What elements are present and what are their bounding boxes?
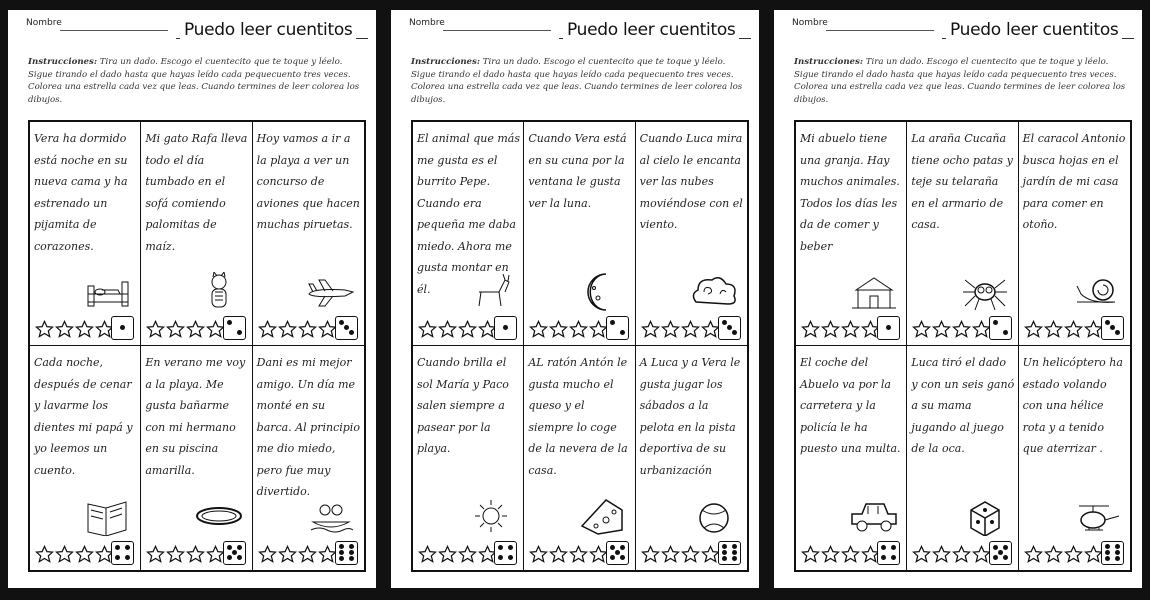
die-face-icon — [111, 316, 134, 340]
die-pip — [1003, 330, 1008, 335]
star-icon[interactable] — [661, 320, 680, 339]
star-icon[interactable] — [1024, 320, 1043, 339]
story-card — [636, 346, 747, 570]
star-icon[interactable] — [458, 545, 477, 564]
star-icon[interactable] — [661, 545, 680, 564]
die-pip — [615, 550, 620, 555]
star-icon[interactable] — [318, 320, 337, 339]
instructions — [411, 56, 747, 106]
instructions — [28, 56, 364, 106]
star-icon[interactable] — [912, 320, 931, 339]
star-rating — [35, 320, 114, 339]
story-card — [413, 122, 524, 346]
book-icon — [82, 496, 134, 536]
farm-icon — [848, 272, 900, 312]
star-icon[interactable] — [681, 545, 700, 564]
star-icon[interactable] — [418, 545, 437, 564]
star-rating — [258, 320, 337, 339]
star-icon[interactable] — [801, 545, 820, 564]
die-pip — [722, 550, 727, 555]
story-text: En verano me voy a la playa. Me gusta bañarme con mi hermano en su piscina amarilla. — [145, 356, 246, 477]
star-icon[interactable] — [841, 320, 860, 339]
star-icon[interactable] — [258, 320, 277, 339]
die-pip — [227, 555, 232, 560]
die-pip — [1115, 556, 1120, 561]
star-icon[interactable] — [932, 545, 951, 564]
star-icon[interactable] — [35, 545, 54, 564]
story-text: Dani es mi mejor amigo. Un día me monté en su barca. Al principio me dio miedo, pero fue muy divertido. — [256, 356, 360, 498]
star-rating — [35, 545, 114, 564]
star-icon[interactable] — [641, 545, 660, 564]
title-rule — [559, 20, 751, 40]
story-text: Cuando Luca mira al cielo le encanta ver las nubes moviéndose con el viento. — [639, 132, 743, 231]
die-pip — [349, 330, 354, 335]
die-pip — [998, 550, 1003, 555]
name-field[interactable] — [443, 30, 551, 31]
die-pip — [722, 320, 727, 325]
instructions-label: Instrucciones: — [28, 57, 98, 67]
star-icon[interactable] — [821, 320, 840, 339]
star-icon[interactable] — [418, 320, 437, 339]
die-pip — [1115, 550, 1120, 555]
story-grid — [794, 120, 1132, 572]
star-icon[interactable] — [1084, 320, 1103, 339]
die-pip — [993, 320, 998, 325]
cheese-icon — [576, 496, 628, 536]
cloud-icon — [688, 272, 740, 312]
story-text: Vera ha dormido está noche en su nueva cama y ha estrenado un pijamita de corazones. — [34, 132, 128, 253]
die-pip — [120, 325, 125, 330]
instructions-label: Instrucciones: — [794, 57, 864, 67]
donkey-icon — [465, 272, 517, 312]
die-pip — [1115, 544, 1120, 549]
die-face-icon — [989, 541, 1012, 565]
die-face-icon — [111, 541, 134, 565]
die-pip — [732, 330, 737, 335]
star-icon[interactable] — [146, 545, 165, 564]
airplane-icon — [305, 272, 357, 312]
story-card — [524, 122, 635, 346]
star-icon[interactable] — [529, 320, 548, 339]
ball-icon — [688, 496, 740, 536]
die-pip — [732, 544, 737, 549]
star-rating — [1024, 320, 1103, 339]
worksheet — [774, 10, 1142, 588]
die-pip — [339, 556, 344, 561]
snail-icon — [1071, 272, 1123, 312]
die-face-icon — [223, 541, 246, 565]
story-card — [30, 122, 141, 346]
title-rule — [942, 20, 1134, 40]
die-pip — [227, 320, 232, 325]
die-face-icon — [223, 316, 246, 340]
story-text: La araña Cucaña tiene ocho patas y teje su telaraña en el armario de casa. — [911, 132, 1013, 231]
die-face-icon — [335, 541, 358, 565]
die-pip — [115, 555, 120, 560]
die-pip — [727, 325, 732, 330]
story-text: Mi gato Rafa lleva todo el día tumbado en el sofá comiendo palomitas de maíz. — [145, 132, 248, 253]
story-grid — [411, 120, 749, 572]
die-face-icon — [494, 316, 517, 340]
story-card — [253, 346, 364, 570]
star-rating — [146, 320, 225, 339]
star-icon[interactable] — [318, 545, 337, 564]
instructions-text: Tira un dado. Escogo el cuentecito que te toque y léelo. Sigue tirando el dado hasta que hayas leído cada pequecuento tres veces. Colorea una estrella cada vez que leas. Cuando termines de leer colorea los dibujos. — [794, 57, 1126, 105]
star-rating — [418, 545, 497, 564]
title-rule — [176, 20, 368, 40]
die-pip — [620, 545, 625, 550]
name-field[interactable] — [826, 30, 934, 31]
die-pip — [620, 330, 625, 335]
story-text: AL ratón Antón le gusta mucho el queso y el siempre lo coge de la nevera de la casa. — [528, 356, 628, 477]
die-face-icon — [718, 316, 741, 340]
die-pip — [610, 545, 615, 550]
die-pip — [1003, 545, 1008, 550]
story-card — [796, 346, 907, 570]
star-icon[interactable] — [1064, 320, 1083, 339]
story-card — [636, 122, 747, 346]
die-pip — [732, 550, 737, 555]
star-rating — [146, 545, 225, 564]
star-icon[interactable] — [701, 545, 720, 564]
worksheet — [391, 10, 759, 588]
star-icon[interactable] — [932, 320, 951, 339]
star-icon[interactable] — [1064, 545, 1083, 564]
pool-icon — [193, 496, 245, 536]
instructions-label: Instrucciones: — [411, 57, 481, 67]
story-card — [1019, 122, 1130, 346]
cat-icon — [193, 272, 245, 312]
die-pip — [349, 544, 354, 549]
story-text: Luca tiró el dado y con un seis ganó a su mama jugando al juego de la oca. — [911, 356, 1015, 455]
car-icon — [848, 496, 900, 536]
die-pip — [620, 555, 625, 560]
star-icon[interactable] — [166, 320, 185, 339]
star-icon[interactable] — [1024, 545, 1043, 564]
die-face-icon — [989, 316, 1012, 340]
story-text: El caracol Antonio busca hojas en el jardín de mi casa para comer en otoño. — [1022, 132, 1126, 231]
die-pip — [125, 545, 130, 550]
star-rating — [801, 320, 880, 339]
star-icon[interactable] — [186, 545, 205, 564]
die-pip — [1105, 556, 1110, 561]
die-pip — [349, 550, 354, 555]
star-icon[interactable] — [701, 320, 720, 339]
sun-icon — [465, 496, 517, 536]
die-pip — [1105, 320, 1110, 325]
bed-icon — [82, 272, 134, 312]
star-icon[interactable] — [298, 320, 317, 339]
star-icon[interactable] — [438, 545, 457, 564]
die-face-icon — [718, 541, 741, 565]
star-icon[interactable] — [1044, 545, 1063, 564]
star-rating — [801, 545, 880, 564]
star-icon[interactable] — [681, 320, 700, 339]
die-pip — [1105, 544, 1110, 549]
die-pip — [732, 556, 737, 561]
story-text: El coche del Abuelo va por la carretera y la policía le ha puesto una multa. — [800, 356, 901, 455]
star-icon[interactable] — [75, 545, 94, 564]
die-pip — [508, 545, 513, 550]
star-icon[interactable] — [912, 545, 931, 564]
star-icon[interactable] — [641, 320, 660, 339]
moon-icon — [576, 272, 628, 312]
story-card — [907, 122, 1018, 346]
name-label: Nombre — [409, 18, 445, 28]
story-card — [141, 346, 252, 570]
star-rating — [529, 545, 608, 564]
star-icon[interactable] — [549, 320, 568, 339]
die-face-icon — [494, 541, 517, 565]
star-icon[interactable] — [55, 320, 74, 339]
die-pip — [115, 545, 120, 550]
die-pip — [881, 545, 886, 550]
story-card — [796, 122, 907, 346]
star-icon[interactable] — [841, 545, 860, 564]
story-text: A Luca y a Vera le gusta jugar los sábados a la pelota en la pista deportiva de su urbanización — [639, 356, 741, 477]
die-pip — [227, 545, 232, 550]
star-icon[interactable] — [801, 320, 820, 339]
die-pip — [1115, 330, 1120, 335]
die-pip — [722, 556, 727, 561]
die-pip — [232, 550, 237, 555]
name-label: Nombre — [792, 18, 828, 28]
star-icon[interactable] — [278, 320, 297, 339]
die-face-icon — [1101, 316, 1124, 340]
story-card — [30, 346, 141, 570]
story-text: Un helicóptero ha estado volando con una hélice rota y a tenido que aterrizar . — [1022, 356, 1123, 455]
star-icon[interactable] — [1044, 320, 1063, 339]
star-icon[interactable] — [298, 545, 317, 564]
star-icon[interactable] — [952, 545, 971, 564]
star-icon[interactable] — [75, 320, 94, 339]
name-field[interactable] — [60, 30, 168, 31]
star-icon[interactable] — [569, 545, 588, 564]
star-rating — [641, 320, 720, 339]
star-rating — [641, 545, 720, 564]
star-icon[interactable] — [458, 320, 477, 339]
story-text: Hoy vamos a ir a la playa a ver un concurso de aviones que hacen muchas piruetas. — [256, 132, 360, 231]
die-pip — [508, 555, 513, 560]
star-icon[interactable] — [952, 320, 971, 339]
story-card — [524, 346, 635, 570]
star-icon[interactable] — [35, 320, 54, 339]
die-face-icon — [606, 316, 629, 340]
star-rating — [418, 320, 497, 339]
die-pip — [881, 555, 886, 560]
die-pip — [610, 555, 615, 560]
star-icon[interactable] — [821, 545, 840, 564]
die-pip — [498, 555, 503, 560]
helicopter-icon — [1071, 496, 1123, 536]
die-pip — [237, 555, 242, 560]
die-pip — [1003, 555, 1008, 560]
worksheet — [8, 10, 376, 588]
die-pip — [891, 545, 896, 550]
dice-icon — [959, 496, 1011, 536]
instructions-text: Tira un dado. Escogo el cuentecito que te toque y léelo. Sigue tirando el dado hasta que hayas leído cada pequecuento tres veces. Colorea una estrella cada vez que leas. Cuando termines de leer colorea los dibujos. — [28, 57, 360, 105]
die-pip — [237, 545, 242, 550]
die-pip — [503, 325, 508, 330]
story-text: Cuando brilla el sol María y Paco salen siempre a pasear por la playa. — [417, 356, 509, 455]
star-icon[interactable] — [1084, 545, 1103, 564]
story-card — [1019, 346, 1130, 570]
die-pip — [339, 544, 344, 549]
die-pip — [1110, 325, 1115, 330]
star-icon[interactable] — [438, 320, 457, 339]
die-pip — [344, 325, 349, 330]
star-icon[interactable] — [529, 545, 548, 564]
die-face-icon — [335, 316, 358, 340]
star-icon[interactable] — [166, 545, 185, 564]
die-pip — [125, 555, 130, 560]
star-icon[interactable] — [258, 545, 277, 564]
instructions-text: Tira un dado. Escogo el cuentecito que te toque y léelo. Sigue tirando el dado hasta que hayas leído cada pequecuento tres veces. Colorea una estrella cada vez que leas. Cuando termines de leer colorea los dibujos. — [411, 57, 743, 105]
story-grid — [28, 120, 366, 572]
story-text: Cada noche, después de cenar y lavarme los dientes mi papá y yo leemos un cuento. — [34, 356, 133, 477]
star-icon[interactable] — [278, 545, 297, 564]
die-face-icon — [1101, 541, 1124, 565]
story-text: Mi abuelo tiene una granja. Hay muchos animales. Todos los días les da de comer y beber — [800, 132, 900, 253]
page-title: Puedo leer cuentitos — [563, 20, 739, 40]
boat-icon — [305, 496, 357, 536]
page-title: Puedo leer cuentitos — [946, 20, 1122, 40]
die-pip — [498, 545, 503, 550]
spider-icon — [959, 272, 1011, 312]
star-rating — [912, 320, 991, 339]
star-rating — [258, 545, 337, 564]
star-icon[interactable] — [186, 320, 205, 339]
die-pip — [993, 545, 998, 550]
die-face-icon — [877, 316, 900, 340]
die-pip — [891, 555, 896, 560]
die-pip — [349, 556, 354, 561]
star-icon[interactable] — [55, 545, 74, 564]
star-rating — [912, 545, 991, 564]
die-pip — [886, 325, 891, 330]
instructions — [794, 56, 1130, 106]
die-face-icon — [877, 541, 900, 565]
story-card — [253, 122, 364, 346]
die-pip — [237, 330, 242, 335]
story-text: Cuando Vera está en su cuna por la ventana le gusta ver la luna. — [528, 132, 627, 210]
die-pip — [339, 550, 344, 555]
star-icon[interactable] — [549, 545, 568, 564]
die-pip — [339, 320, 344, 325]
star-icon[interactable] — [569, 320, 588, 339]
star-rating — [529, 320, 608, 339]
story-text: El animal que más me gusta es el burrito Pepe. Cuando era pequeña me daba miedo. Ahora me gusta montar en él. — [417, 132, 520, 296]
star-icon[interactable] — [146, 320, 165, 339]
star-rating — [1024, 545, 1103, 564]
die-pip — [722, 544, 727, 549]
story-card — [907, 346, 1018, 570]
die-pip — [1105, 550, 1110, 555]
story-card — [413, 346, 524, 570]
page-title: Puedo leer cuentitos — [180, 20, 356, 40]
die-pip — [993, 555, 998, 560]
die-pip — [610, 320, 615, 325]
story-card — [141, 122, 252, 346]
name-label: Nombre — [26, 18, 62, 28]
die-face-icon — [606, 541, 629, 565]
